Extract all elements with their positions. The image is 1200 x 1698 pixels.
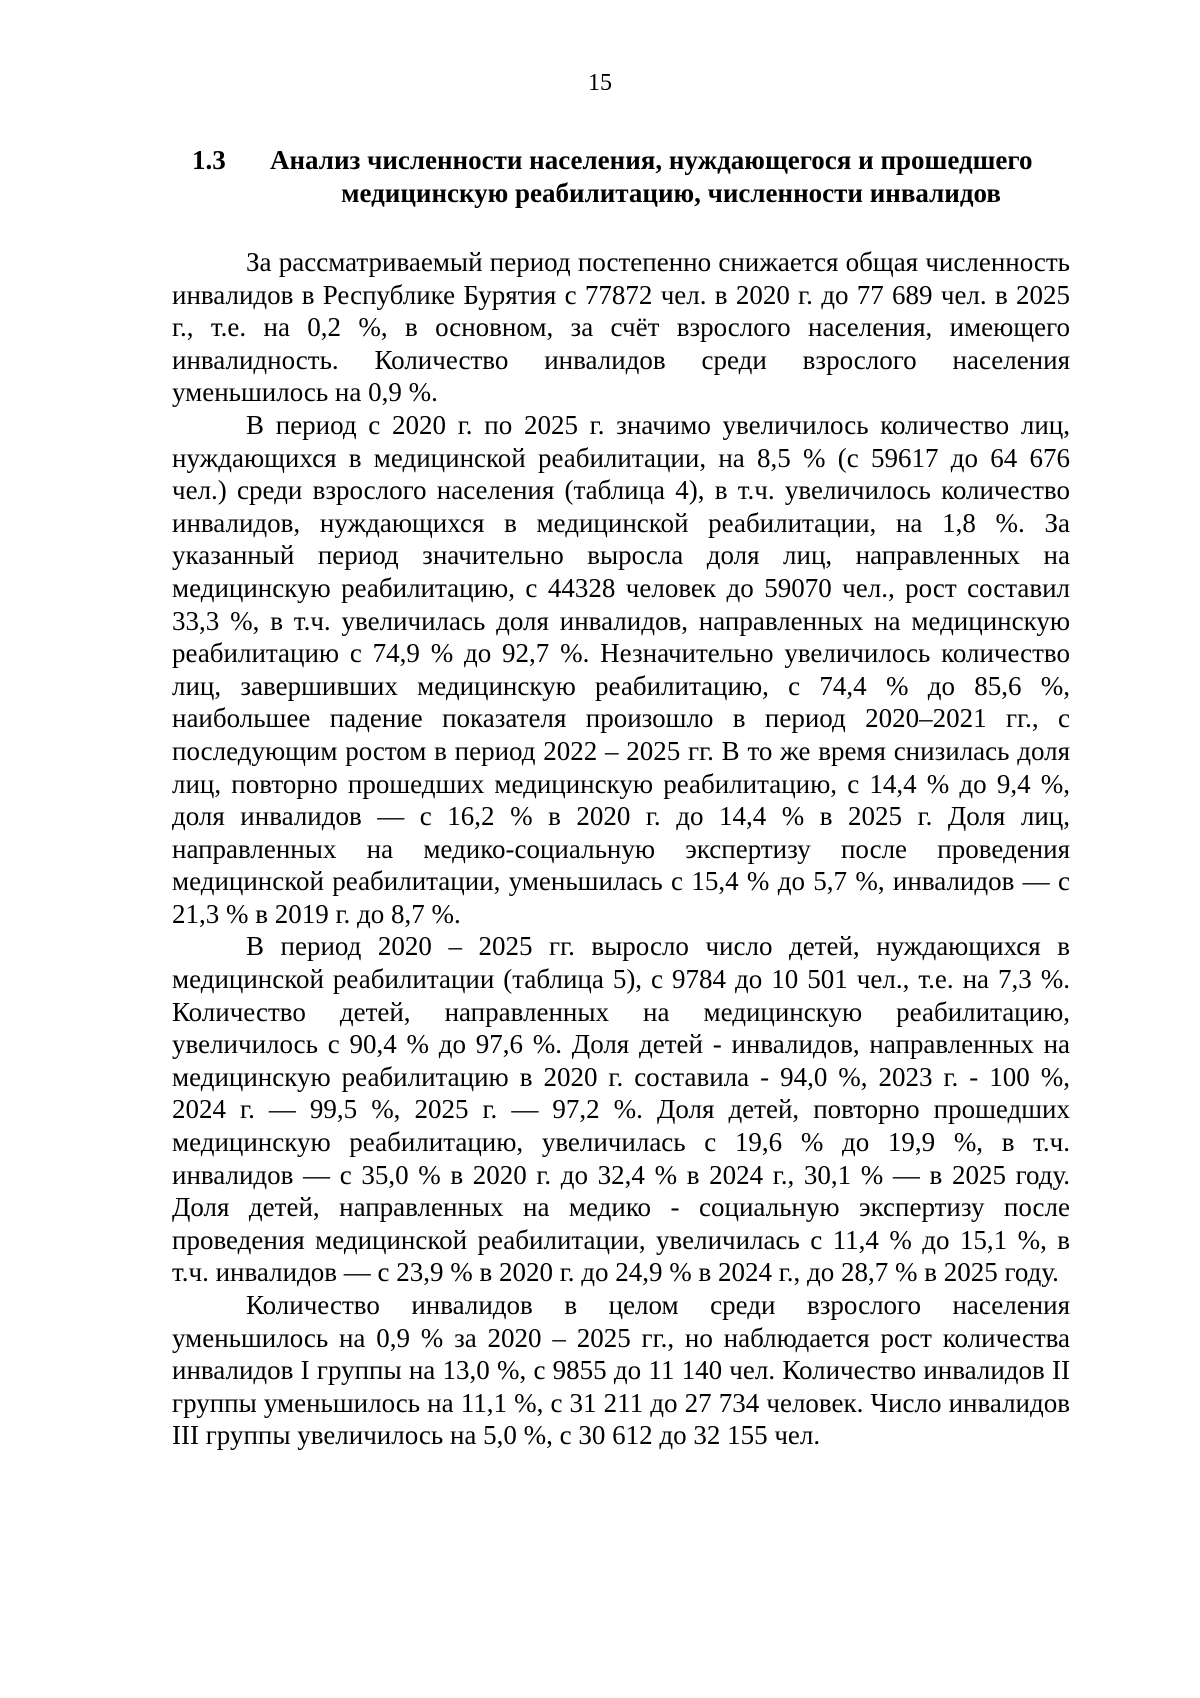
section-title-line2: медицинскую реабилитацию, численности инвалидов: [341, 178, 1001, 208]
body-text: [172, 246, 1070, 1452]
page-number: 15: [588, 70, 612, 96]
paragraph-adult-rehabilitation: В период с 2020 г. по 2025 г. значимо увеличилось количество лиц, нуждающихся в медицинской реабилитации, на 8,5 % (с 59617 до 64 676 чел.) среди взрослого населения (таблица 4), в т.ч. увеличилось количество инвалидов, нуждающихся в медицинской реабилитации, на 1,8 %. За указанный период значительно выросла доля лиц, направленных на медицинскую реабилитацию, с 44328 человек до 59070 чел., рост составил 33,3 %, в т.ч. увеличилась доля инвалидов, направленных на медицинскую реабилитацию с 74,9 % до 92,7 %. Незначительно увеличилось количество лиц, завершивших медицинскую реабилитацию, с 74,4 % до 85,6 %, наибольшее падение показателя произошло в период 2020–2021 гг., с последующим ростом в период 2022 – 2025 гг. В то же время снизилась доля лиц, повторно прошедших медицинскую реабилитацию, с 14,4 % до 9,4 %, доля инвалидов — с 16,2 % в 2020 г. до 14,4 % в 2025 г. Доля лиц, направленных на медико-социальную экспертизу после проведения медицинской реабилитации, уменьшилась с 15,4 % до 5,7 %, инвалидов — с 21,3 % в 2019 г. до 8,7 %.: [172, 409, 1070, 929]
section-heading-first-line: [192, 144, 1072, 177]
paragraph-children-rehabilitation: В период 2020 – 2025 гг. выросло число детей, нуждающихся в медицинской реабилитации (таблица 5), с 9784 до 10 501 чел., т.е. на 7,3 %. Количество детей, направленных на медицинскую реабилитацию, увеличилось с 90,4 % до 97,6 %. Доля детей - инвалидов, направленных на медицинскую реабилитацию в 2020 г. составила - 94,0 %, 2023 г. - 100 %, 2024 г. — 99,5 %, 2025 г. — 97,2 %. Доля детей, повторно прошедших медицинскую реабилитацию, увеличилась с 19,6 % до 19,9 %, в т.ч. инвалидов — с 35,0 % в 2020 г. до 32,4 % в 2024 г., 30,1 % — в 2025 году. Доля детей, направленных на медико - социальную экспертизу после проведения медицинской реабилитации, увеличилась с 11,4 % до 15,1 %, в т.ч. инвалидов — с 23,9 % в 2020 г. до 24,9 % в 2024 г., до 28,7 % в 2025 году.: [172, 931, 1070, 1288]
paragraph-disability-groups: Количество инвалидов в целом среди взрослого населения уменьшилось на 0,9 % за 2020 – 2025 гг., но наблюдается рост количества инвалидов I группы на 13,0 %, с 9855 до 11 140 чел. Количество инвалидов II группы уменьшилось на 11,1 %, с 31 211 до 27 734 человек. Число инвалидов III группы увеличилось на 5,0 %, с 30 612 до 32 155 чел.: [172, 1290, 1070, 1451]
section-title-line1: Анализ численности населения, нуждающегося и прошедшего: [270, 145, 1033, 175]
paragraph-total-disabled: За рассматриваемый период постепенно снижается общая численность инвалидов в Республике Бурятия с 77872 чел. в 2020 г. до 77 689 чел. в 2025 г., т.е. на 0,2 %, в основном, за счёт взрослого населения, имеющего инвалидность. Количество инвалидов среди взрослого населения уменьшилось на 0,9 %.: [172, 247, 1070, 408]
section-number: 1.3: [192, 145, 226, 175]
section-heading: [192, 144, 1072, 210]
